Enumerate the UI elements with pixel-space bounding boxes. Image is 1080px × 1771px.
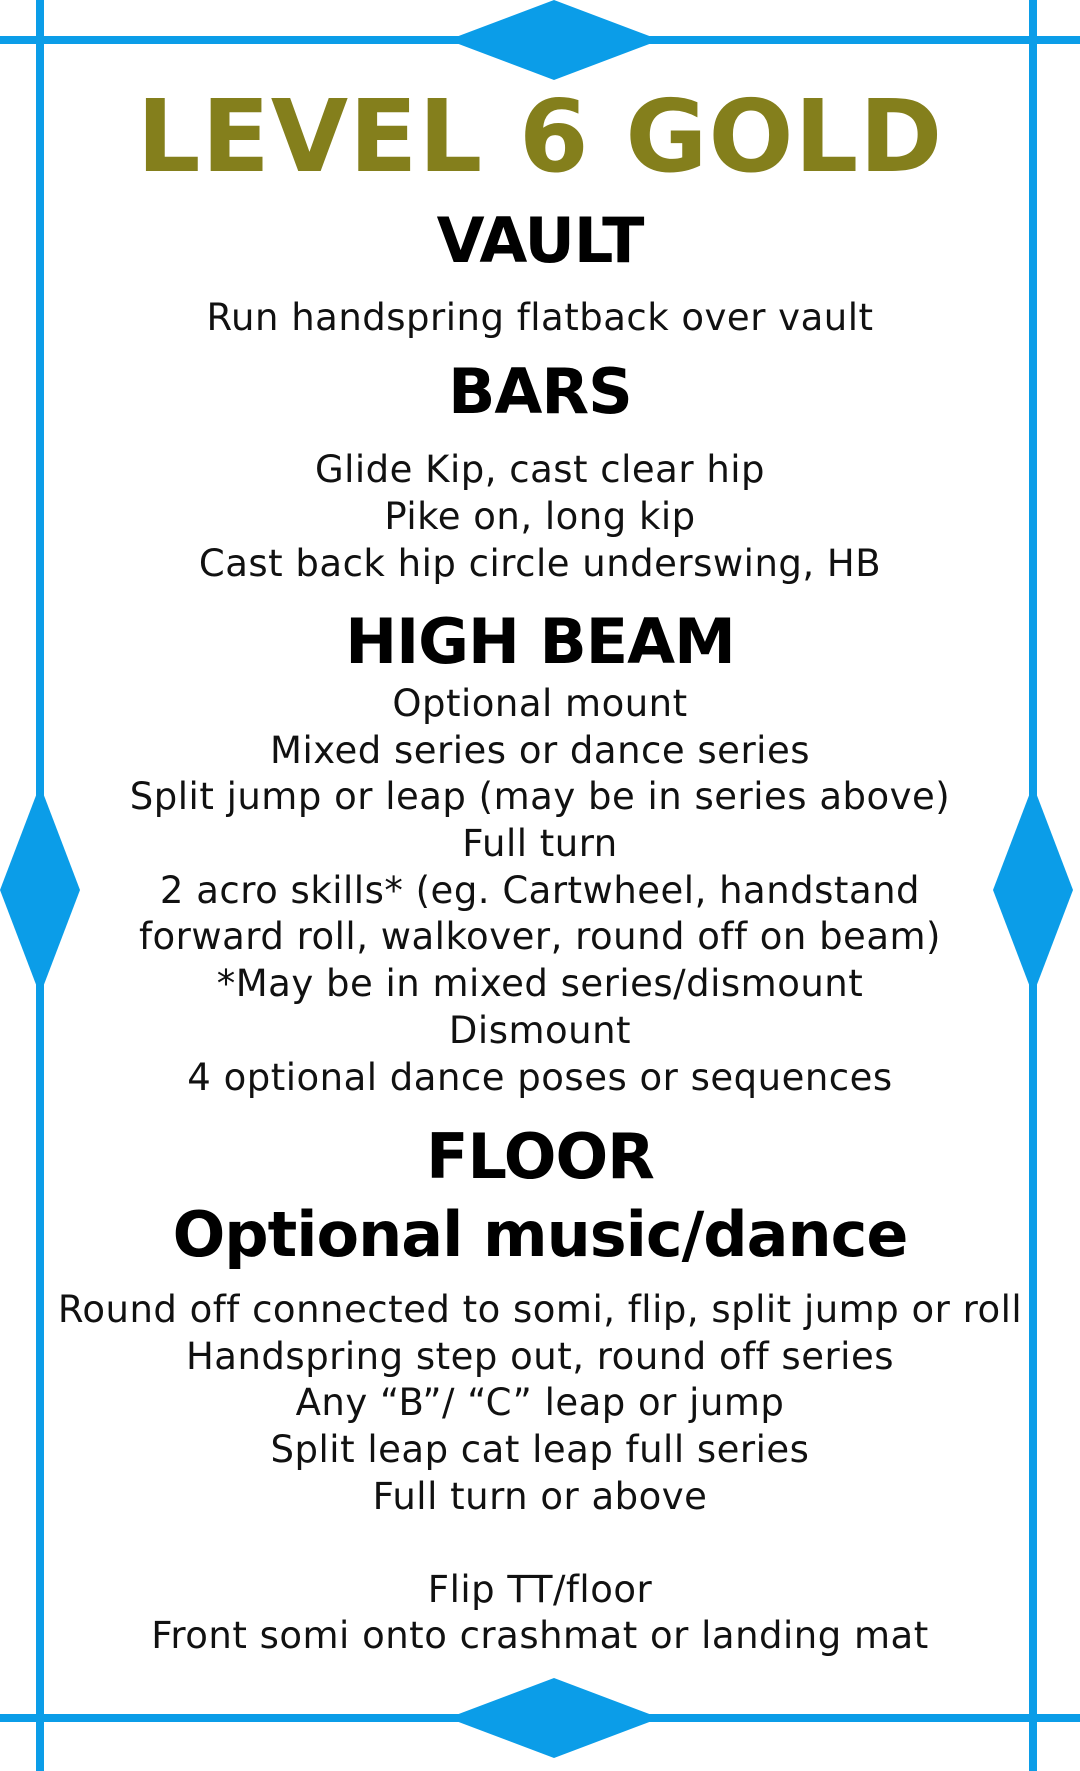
- floor-item: Any “B”/ “C” leap or jump: [295, 1381, 785, 1424]
- floor-item: Round off connected to somi, flip, split jump or roll: [57, 1288, 1023, 1331]
- beam-item: Full turn: [462, 822, 618, 865]
- floor-heading: FLOOR: [426, 1120, 654, 1193]
- floor-item: Full turn or above: [372, 1475, 708, 1518]
- beam-heading: HIGH BEAM: [345, 605, 735, 678]
- bars-item: Glide Kip, cast clear hip: [314, 448, 766, 491]
- bars-item: Cast back hip circle underswing, HB: [198, 542, 882, 585]
- beam-item: Optional mount: [392, 682, 688, 725]
- floor-subheading: Optional music/dance: [172, 1198, 908, 1271]
- beam-item: *May be in mixed series/dismount: [216, 962, 864, 1005]
- bars-item: Pike on, long kip: [384, 495, 696, 538]
- floor-item: Front somi onto crashmat or landing mat: [151, 1614, 929, 1657]
- beam-item: Mixed series or dance series: [270, 729, 810, 772]
- beam-item: forward roll, walkover, round off on beam): [139, 915, 941, 958]
- floor-item: Handspring step out, round off series: [185, 1335, 894, 1378]
- floor-item: Flip TT/floor: [427, 1568, 653, 1611]
- bars-heading: BARS: [448, 355, 632, 428]
- beam-item: Split jump or leap (may be in series above): [129, 775, 951, 818]
- beam-item: 2 acro skills* (eg. Cartwheel, handstand: [159, 869, 921, 912]
- beam-item: 4 optional dance poses or sequences: [187, 1056, 893, 1099]
- vault-heading: VAULT: [436, 204, 644, 277]
- beam-item: Dismount: [448, 1009, 632, 1052]
- floor-item: Split leap cat leap full series: [270, 1428, 810, 1471]
- page-title: LEVEL 6 GOLD: [136, 78, 944, 195]
- vault-item: Run handspring flatback over vault: [206, 296, 874, 339]
